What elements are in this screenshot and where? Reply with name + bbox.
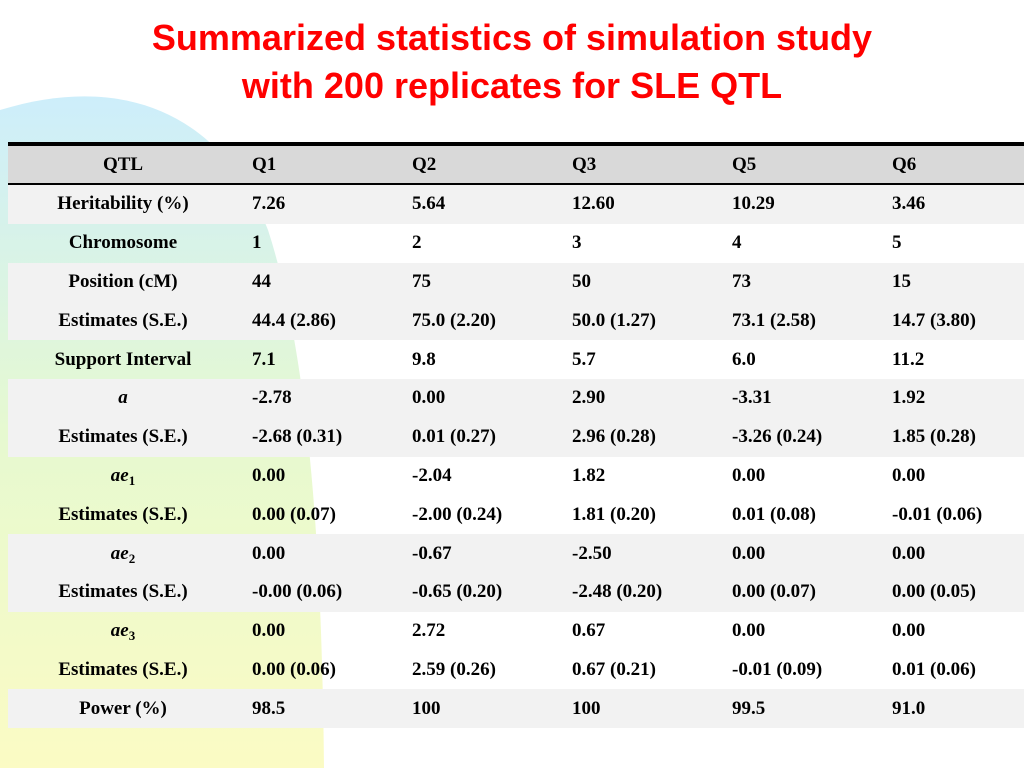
table-cell: 2.96 (0.28) [572, 426, 656, 448]
table-cell: 12.60 [572, 193, 615, 215]
column-header-qtl: QTL [8, 144, 238, 184]
table-row [8, 457, 1024, 496]
row-label-position: Position (cM) [68, 270, 178, 292]
table-cell: 44.4 (2.86) [252, 309, 336, 331]
row-label-ae2 [8, 534, 238, 573]
table-row [8, 612, 1024, 651]
statistics-table [8, 142, 1024, 728]
table-cell: 9.8 [412, 348, 436, 370]
table-cell: 0.00 [252, 542, 286, 564]
row-label-ae2-subscript: 2 [128, 550, 136, 566]
table-cell: 73 [732, 270, 751, 292]
table-cell: 0.67 (0.21) [572, 658, 656, 680]
table-cell: 2 [412, 232, 422, 254]
table-row [8, 379, 1024, 418]
table-cell: 11.2 [892, 348, 925, 370]
column-header-q6: Q6 [878, 144, 1024, 184]
table-row [8, 418, 1024, 457]
table-cell: 3 [572, 232, 582, 254]
table-cell: 1 [252, 232, 262, 254]
table-row [8, 263, 1024, 302]
table-cell: -2.50 [572, 542, 612, 564]
slide-title-line-1: Summarized statistics of simulation study [151, 17, 873, 58]
table-cell: 0.67 [572, 620, 606, 642]
table-cell: -2.48 (0.20) [572, 581, 663, 603]
table-cell: -3.31 [732, 387, 772, 409]
table-cell: 100 [572, 697, 601, 719]
table-row [8, 301, 1024, 340]
row-label-support-interval: Support Interval [54, 348, 192, 370]
table-cell: 1.82 [572, 464, 606, 486]
table-cell: 0.00 (0.06) [252, 658, 336, 680]
table-cell: -0.65 (0.20) [412, 581, 503, 603]
table-cell: 75 [412, 270, 431, 292]
table-cell: 0.00 (0.05) [892, 581, 976, 603]
table-row [8, 495, 1024, 534]
slide-title [0, 14, 1024, 110]
table-cell: -2.04 [412, 464, 452, 486]
table-cell: 0.00 [412, 387, 446, 409]
table-cell: 0.01 (0.27) [412, 426, 496, 448]
table-cell: 15 [892, 270, 911, 292]
row-label-estimates-position: Estimates (S.E.) [58, 309, 188, 331]
table-cell: 0.00 (0.07) [732, 581, 816, 603]
table-cell: 0.00 [892, 464, 926, 486]
table-cell: 10.29 [732, 193, 775, 215]
table-cell: 5.64 [412, 193, 446, 215]
table-cell: 3.46 [892, 193, 926, 215]
table-cell: 0.00 [252, 620, 286, 642]
table-cell: 100 [412, 697, 441, 719]
table-row [8, 224, 1024, 263]
table-cell: 0.01 (0.06) [892, 658, 976, 680]
table-cell: 50 [572, 270, 591, 292]
row-label-estimates-a: Estimates (S.E.) [58, 426, 188, 448]
table-cell: 1.92 [892, 387, 926, 409]
row-label-ae1-subscript: 1 [128, 472, 136, 488]
column-header-q2: Q2 [398, 144, 558, 184]
row-label-a: a [118, 387, 128, 409]
column-header-q3: Q3 [558, 144, 718, 184]
table-cell: -2.68 (0.31) [252, 426, 343, 448]
table-row [8, 340, 1024, 379]
row-label-heritability: Heritability (%) [57, 193, 189, 215]
table-cell: 0.01 (0.08) [732, 503, 816, 525]
table-header-row [8, 144, 1024, 184]
table-cell: 98.5 [252, 697, 286, 719]
table-cell: -2.78 [252, 387, 292, 409]
table-row [8, 651, 1024, 690]
row-label-power: Power (%) [79, 697, 167, 719]
table-cell: -0.01 (0.06) [892, 503, 983, 525]
table-cell: 5 [892, 232, 902, 254]
table-cell: 14.7 (3.80) [892, 309, 976, 331]
table-cell: 0.00 (0.07) [252, 503, 336, 525]
table-cell: 5.7 [572, 348, 596, 370]
column-header-q5: Q5 [718, 144, 878, 184]
table-row [8, 534, 1024, 573]
table-cell: 0.00 [892, 620, 926, 642]
table-cell: 4 [732, 232, 742, 254]
table-row [8, 184, 1024, 224]
table-cell: -0.01 (0.09) [732, 658, 823, 680]
table-cell: 2.72 [412, 620, 446, 642]
table-cell: 0.00 [732, 464, 766, 486]
row-label-estimates-ae1: Estimates (S.E.) [58, 503, 188, 525]
row-label-ae1-symbol: ae [110, 464, 129, 486]
table-cell: 2.90 [572, 387, 606, 409]
table-cell: 1.85 (0.28) [892, 426, 976, 448]
row-label-ae2-symbol: ae [110, 542, 129, 564]
row-label-chromosome: Chromosome [68, 232, 178, 254]
table-cell: -3.26 (0.24) [732, 426, 823, 448]
table-cell: 99.5 [732, 697, 766, 719]
table-cell: 6.0 [732, 348, 756, 370]
table-cell: -0.00 (0.06) [252, 581, 343, 603]
row-label-ae3 [8, 612, 238, 651]
table-row [8, 689, 1024, 728]
table-cell: 2.59 (0.26) [412, 658, 496, 680]
table-cell: 50.0 (1.27) [572, 309, 656, 331]
table-cell: 7.1 [252, 348, 276, 370]
column-header-q1: Q1 [238, 144, 398, 184]
table-cell: 44 [252, 270, 271, 292]
table-cell: 73.1 (2.58) [732, 309, 816, 331]
table-cell: 1.81 (0.20) [572, 503, 656, 525]
table-cell: 7.26 [252, 193, 286, 215]
table-row [8, 573, 1024, 612]
table-cell: 0.00 [892, 542, 926, 564]
row-label-estimates-ae3: Estimates (S.E.) [58, 658, 188, 680]
row-label-ae3-subscript: 3 [128, 628, 136, 644]
table-cell: 0.00 [732, 620, 766, 642]
table-cell: 75.0 (2.20) [412, 309, 496, 331]
slide-title-line-2: with 200 replicates for SLE QTL [241, 65, 783, 106]
row-label-estimates-ae2: Estimates (S.E.) [58, 581, 188, 603]
table-cell: -2.00 (0.24) [412, 503, 503, 525]
table-cell: -0.67 [412, 542, 452, 564]
table-cell: 91.0 [892, 697, 926, 719]
table-cell: 0.00 [252, 464, 286, 486]
row-label-ae1 [8, 457, 238, 496]
table-cell: 0.00 [732, 542, 766, 564]
row-label-ae3-symbol: ae [110, 620, 129, 642]
